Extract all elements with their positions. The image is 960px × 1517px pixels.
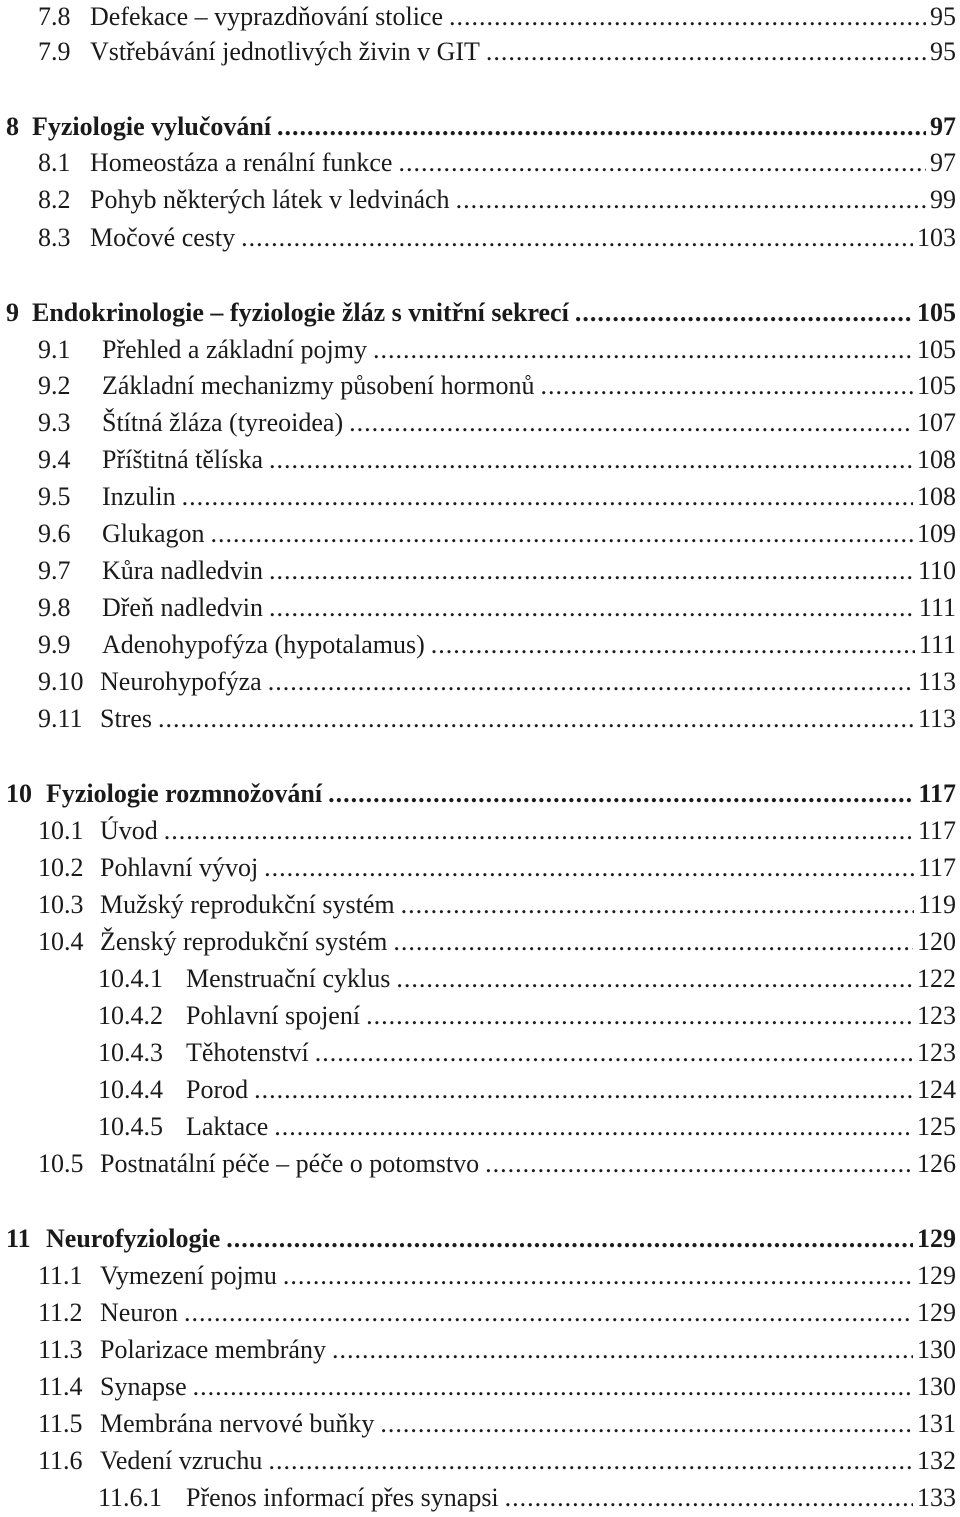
toc-entry-page-number: 105 xyxy=(917,298,956,327)
toc-entry-number: 11.6.1 xyxy=(98,1483,163,1512)
toc-entry[interactable] xyxy=(38,702,956,736)
toc-entry-number: 8 xyxy=(6,112,19,141)
toc-entry-title: Neuron xyxy=(100,1298,178,1327)
toc-entry-title: Pohlavní spojení xyxy=(186,1001,361,1030)
toc-entry-title: Postnatální péče – péče o potomstvo xyxy=(100,1149,480,1178)
dot-leader xyxy=(349,406,913,440)
toc-entry-page-number: 107 xyxy=(917,408,956,437)
dot-leader xyxy=(449,0,926,34)
toc-entry-page-number: 97 xyxy=(930,148,956,177)
toc-entry-title: Homeostáza a renální funkce xyxy=(90,148,393,177)
toc-entry-number: 9.5 xyxy=(38,482,71,511)
toc-entry[interactable] xyxy=(38,443,956,477)
toc-entry[interactable] xyxy=(38,1259,956,1293)
toc-entry-page-number: 129 xyxy=(917,1298,956,1327)
toc-entry-page-number: 125 xyxy=(917,1112,956,1141)
toc-entry-title: Menstruační cyklus xyxy=(186,964,391,993)
toc-entry-page-number: 97 xyxy=(930,112,956,141)
toc-entry-page-number: 95 xyxy=(930,2,956,31)
toc-entry-title: Inzulin xyxy=(102,482,176,511)
dot-leader xyxy=(456,183,926,217)
toc-entry[interactable] xyxy=(38,814,956,848)
toc-entry-title: Neurofyziologie xyxy=(46,1224,221,1253)
dot-leader xyxy=(401,888,914,922)
toc-entry[interactable] xyxy=(38,628,956,662)
toc-entry[interactable] xyxy=(98,1073,956,1107)
toc-entry-number: 7.8 xyxy=(38,2,71,31)
toc-entry-page-number: 123 xyxy=(917,1001,956,1030)
toc-entry-title: Polarizace membrány xyxy=(100,1335,326,1364)
toc-entry-page-number: 130 xyxy=(917,1372,956,1401)
dot-leader xyxy=(184,1296,913,1330)
toc-entry[interactable] xyxy=(38,1333,956,1367)
toc-entry-number: 10.4.5 xyxy=(98,1112,163,1141)
toc-chapter-entry[interactable] xyxy=(6,1222,956,1256)
toc-chapter-entry[interactable] xyxy=(6,296,956,330)
toc-entry-number: 10.4.2 xyxy=(98,1001,163,1030)
toc-entry-page-number: 113 xyxy=(917,704,956,733)
toc-entry-page-number: 129 xyxy=(917,1261,956,1290)
dot-leader xyxy=(193,1370,913,1404)
dot-leader xyxy=(274,1110,913,1144)
toc-entry-page-number: 111 xyxy=(918,630,956,659)
toc-entry-number: 10.4 xyxy=(38,927,84,956)
toc-entry[interactable] xyxy=(38,925,956,959)
toc-entry-number: 9.11 xyxy=(38,704,83,733)
dot-leader xyxy=(283,1259,913,1293)
toc-entry-page-number: 99 xyxy=(930,185,956,214)
toc-entry[interactable] xyxy=(38,406,956,440)
toc-entry-number: 9 xyxy=(6,298,19,327)
dot-leader xyxy=(241,221,913,255)
toc-entry-title: Laktace xyxy=(186,1112,269,1141)
toc-entry-page-number: 133 xyxy=(917,1483,956,1512)
toc-entry-number: 11.3 xyxy=(38,1335,83,1364)
toc-entry-page-number: 124 xyxy=(917,1075,956,1104)
toc-entry-title: Synapse xyxy=(100,1372,187,1401)
toc-entry-number: 9.9 xyxy=(38,630,71,659)
toc-entry-title: Těhotenství xyxy=(186,1038,309,1067)
toc-entry-title: Dřeň nadledvin xyxy=(102,593,264,622)
dot-leader xyxy=(485,1147,913,1181)
toc-entry-number: 10.2 xyxy=(38,853,84,882)
toc-entry-title: Kůra nadledvin xyxy=(102,556,264,585)
toc-entry-page-number: 105 xyxy=(917,335,956,364)
toc-entry[interactable] xyxy=(38,554,956,588)
toc-entry-title: Močové cesty xyxy=(90,223,236,252)
toc-entry-page-number: 130 xyxy=(917,1335,956,1364)
dot-leader xyxy=(268,1444,913,1478)
toc-entry[interactable] xyxy=(38,888,956,922)
toc-entry-page-number: 132 xyxy=(917,1446,956,1475)
toc-entry-number: 8.2 xyxy=(38,185,71,214)
toc-entry-number: 9.10 xyxy=(38,667,84,696)
toc-entry-title: Stres xyxy=(100,704,152,733)
toc-entry-title: Přenos informací přes synapsi xyxy=(186,1483,499,1512)
toc-entry-title: Mužský reprodukční systém xyxy=(100,890,395,919)
dot-leader xyxy=(269,591,915,625)
toc-entry-number: 9.3 xyxy=(38,408,71,437)
toc-entry[interactable] xyxy=(38,146,956,180)
toc-entry-title: Vstřebávání jednotlivých živin v GIT xyxy=(90,37,480,66)
toc-entry[interactable] xyxy=(98,1036,956,1070)
toc-entry-title: Pohlavní vývoj xyxy=(100,853,259,882)
toc-entry-number: 11.6 xyxy=(38,1446,83,1475)
dot-leader xyxy=(332,1333,913,1367)
toc-entry-number: 10 xyxy=(6,779,32,808)
dot-leader xyxy=(277,110,926,144)
toc-entry[interactable] xyxy=(38,1444,956,1478)
dot-leader xyxy=(486,35,926,69)
dot-leader xyxy=(541,369,913,403)
dot-leader xyxy=(269,554,914,588)
dot-leader xyxy=(380,1407,913,1441)
dot-leader xyxy=(315,1036,913,1070)
toc-entry[interactable] xyxy=(38,591,956,625)
toc-entry[interactable] xyxy=(38,1370,956,1404)
toc-entry-page-number: 117 xyxy=(917,853,956,882)
toc-entry-page-number: 117 xyxy=(917,816,956,845)
toc-entry-number: 10.4.1 xyxy=(98,964,163,993)
toc-entry-page-number: 119 xyxy=(917,890,956,919)
toc-entry[interactable] xyxy=(38,369,956,403)
toc-entry-page-number: 131 xyxy=(917,1409,956,1438)
dot-leader xyxy=(393,925,913,959)
toc-entry-title: Ženský reprodukční systém xyxy=(100,927,388,956)
toc-entry-page-number: 120 xyxy=(917,927,956,956)
toc-entry-title: Příštitná tělíska xyxy=(102,445,264,474)
toc-entry-number: 10.5 xyxy=(38,1149,84,1178)
toc-entry[interactable] xyxy=(98,1110,956,1144)
toc-entry[interactable] xyxy=(38,1407,956,1441)
toc-entry-page-number: 108 xyxy=(917,445,956,474)
toc-entry-number: 10.4.4 xyxy=(98,1075,163,1104)
toc-entry-page-number: 105 xyxy=(917,371,956,400)
toc-entry[interactable] xyxy=(38,665,956,699)
toc-entry[interactable] xyxy=(38,1296,956,1330)
toc-entry-number: 8.1 xyxy=(38,148,71,177)
toc-entry-page-number: 111 xyxy=(918,593,956,622)
dot-leader xyxy=(328,777,914,811)
toc-entry-number: 8.3 xyxy=(38,223,71,252)
toc-entry-title: Přehled a základní pojmy xyxy=(102,335,367,364)
dot-leader xyxy=(268,665,914,699)
toc-entry-number: 9.2 xyxy=(38,371,71,400)
dot-leader xyxy=(164,814,914,848)
toc-entry-page-number: 117 xyxy=(918,779,956,808)
toc-entry-number: 9.7 xyxy=(38,556,71,585)
toc-entry[interactable] xyxy=(38,35,956,69)
toc-chapter-entry[interactable] xyxy=(6,777,956,811)
toc-entry[interactable] xyxy=(38,1147,956,1181)
toc-entry-title: Glukagon xyxy=(102,519,205,548)
toc-entry-title: Pohyb některých látek v ledvinách xyxy=(90,185,450,214)
toc-entry-page-number: 123 xyxy=(917,1038,956,1067)
toc-entry-page-number: 109 xyxy=(917,519,956,548)
toc-entry-title: Vedení vzruchu xyxy=(100,1446,263,1475)
toc-entry[interactable] xyxy=(98,962,956,996)
dot-leader xyxy=(398,146,926,180)
toc-entry-page-number: 113 xyxy=(917,667,956,696)
dot-leader xyxy=(366,999,913,1033)
toc-entry[interactable] xyxy=(38,851,956,885)
dot-leader xyxy=(226,1222,913,1256)
toc-entry-number: 11.2 xyxy=(38,1298,83,1327)
toc-entry-page-number: 103 xyxy=(917,223,956,252)
toc-entry-page-number: 108 xyxy=(917,482,956,511)
dot-leader xyxy=(182,480,913,514)
toc-entry-page-number: 126 xyxy=(917,1149,956,1178)
toc-entry-number: 10.3 xyxy=(38,890,84,919)
toc-entry-title: Úvod xyxy=(100,816,158,845)
toc-entry-number: 9.8 xyxy=(38,593,71,622)
toc-entry-number: 11.1 xyxy=(38,1261,83,1290)
dot-leader xyxy=(211,517,913,551)
toc-entry-title: Defekace – vyprazdňování stolice xyxy=(90,2,444,31)
toc-entry[interactable] xyxy=(98,999,956,1033)
toc-entry-title: Štítná žláza (tyreoidea) xyxy=(102,408,344,437)
toc-entry[interactable] xyxy=(38,480,956,514)
dot-leader xyxy=(396,962,913,996)
toc-entry[interactable] xyxy=(98,1481,956,1515)
dot-leader xyxy=(269,443,913,477)
toc-entry-number: 10.4.3 xyxy=(98,1038,163,1067)
toc-entry-title: Fyziologie rozmnožování xyxy=(46,779,323,808)
dot-leader xyxy=(505,1481,913,1515)
dot-leader xyxy=(158,702,914,736)
toc-entry-number: 7.9 xyxy=(38,37,71,66)
toc-entry-number: 10.1 xyxy=(38,816,84,845)
toc-entry-number: 11.4 xyxy=(38,1372,83,1401)
dot-leader xyxy=(575,296,913,330)
toc-entry-number: 11.5 xyxy=(38,1409,83,1438)
toc-entry-title: Membrána nervové buňky xyxy=(100,1409,375,1438)
toc-entry[interactable] xyxy=(38,183,956,217)
toc-entry[interactable] xyxy=(38,221,956,255)
toc-entry-title: Endokrinologie – fyziologie žláz s vnitřní sekrecí xyxy=(32,298,569,327)
dot-leader xyxy=(431,628,915,662)
toc-entry-title: Vymezení pojmu xyxy=(100,1261,277,1290)
toc-entry-page-number: 95 xyxy=(930,37,956,66)
toc-chapter-entry[interactable] xyxy=(6,110,956,144)
toc-entry-page-number: 129 xyxy=(917,1224,956,1253)
dot-leader xyxy=(373,333,913,367)
toc-entry-title: Fyziologie vylučování xyxy=(32,112,272,141)
toc-entry-page-number: 122 xyxy=(917,964,956,993)
toc-entry-page-number: 110 xyxy=(917,556,956,585)
dot-leader xyxy=(264,851,914,885)
toc-entry-title: Neurohypofýza xyxy=(100,667,262,696)
toc-entry-number: 9.4 xyxy=(38,445,71,474)
toc-entry-title: Základní mechanizmy působení hormonů xyxy=(102,371,535,400)
toc-entry-number: 11 xyxy=(6,1224,31,1253)
toc-entry-number: 9.1 xyxy=(38,335,71,364)
toc-entry-title: Porod xyxy=(186,1075,249,1104)
toc-entry[interactable] xyxy=(38,517,956,551)
toc-entry-title: Adenohypofýza (hypotalamus) xyxy=(102,630,425,659)
toc-entry-number: 9.6 xyxy=(38,519,71,548)
toc-entry[interactable] xyxy=(38,333,956,367)
toc-entry[interactable] xyxy=(38,0,956,34)
dot-leader xyxy=(254,1073,913,1107)
